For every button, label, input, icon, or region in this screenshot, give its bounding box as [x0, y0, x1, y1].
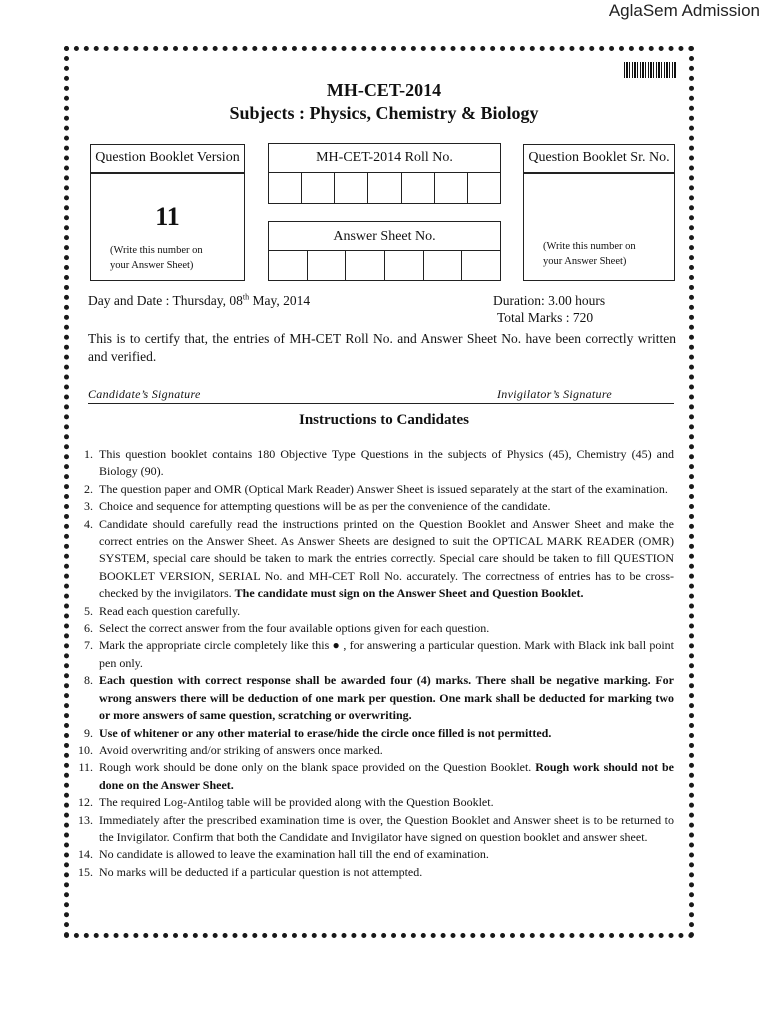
instruction-number: 5.	[84, 603, 93, 618]
serial-label-box	[523, 144, 675, 173]
instruction-text	[99, 725, 674, 742]
roll-label: MH-CET-2014 Roll No.	[316, 150, 453, 165]
exam-date	[88, 293, 310, 309]
instructions-title: Instructions to Candidates	[298, 412, 470, 428]
instruction-item	[72, 446, 674, 481]
instruction-bold-text: Rough work should not be done on the Answer Sheet.	[99, 760, 675, 792]
instruction-item	[72, 846, 674, 863]
instruction-number: 8.	[84, 673, 93, 688]
instruction-number: 1.	[84, 447, 93, 461]
instruction-item	[72, 637, 674, 672]
serial-label: Question Booklet Sr. No.	[528, 150, 670, 165]
instruction-plain-text: This question booklet contains 180 Objective Type Questions in the subjects of Physics (45), Chemistry (45) and Biology (90).	[99, 447, 674, 479]
instruction-number: 13.	[78, 812, 93, 827]
instruction-bold-text: Each question with correct response shall be awarded four (4) marks. There shall be negative marking. For wrong answers there will be deduction of one mark per question. One mark shall be deducted for marking two or more answers of same question, scratching or overwriting.	[99, 673, 674, 723]
exam-subjects: Subjects : Physics, Chemistry & Biology	[229, 103, 539, 123]
serial-note-line-2: your Answer Sheet)	[543, 256, 627, 267]
instruction-text	[99, 516, 674, 603]
serial-note	[543, 239, 636, 269]
instruction-item	[72, 620, 674, 637]
roll-digit-cell[interactable]	[269, 173, 302, 203]
roll-digit-cell[interactable]	[368, 173, 401, 203]
answer-sheet-digit-cell[interactable]	[385, 251, 424, 280]
instruction-item	[72, 742, 674, 759]
answer-sheet-label: Answer Sheet No.	[333, 229, 436, 244]
instruction-text	[99, 846, 674, 863]
instruction-number: 2.	[84, 481, 93, 496]
instruction-text	[99, 812, 674, 847]
instruction-number: 7.	[84, 638, 93, 653]
exam-title: MH-CET-2014	[326, 80, 442, 100]
instruction-plain-text: Rough work should be done only on the blank space provided on the Question Booklet.	[99, 760, 536, 775]
instruction-item	[72, 603, 674, 620]
roll-digit-cell[interactable]	[402, 173, 435, 203]
instruction-text	[99, 603, 674, 620]
instruction-text	[99, 446, 674, 481]
signature-divider	[88, 403, 674, 404]
instruction-item	[72, 812, 674, 847]
roll-digit-cell[interactable]	[435, 173, 468, 203]
instruction-number: 11.	[78, 760, 93, 775]
instruction-text	[99, 759, 674, 794]
total-marks: Total Marks : 720	[497, 310, 594, 325]
instruction-item	[72, 794, 674, 811]
instruction-item	[72, 516, 674, 603]
instruction-item	[72, 498, 674, 515]
instruction-item	[72, 725, 674, 742]
instruction-text	[99, 794, 674, 811]
answer-sheet-digit-cell[interactable]	[462, 251, 500, 280]
instruction-number: 12.	[78, 795, 93, 810]
instruction-text	[99, 742, 674, 759]
instructions-list	[72, 446, 674, 881]
roll-number-grid	[268, 172, 501, 204]
roll-digit-cell[interactable]	[468, 173, 500, 203]
candidate-signature-label: Candidate’s Signature	[88, 387, 201, 401]
version-label-box	[90, 144, 245, 173]
exam-duration: Duration: 3.00 hours	[493, 293, 606, 308]
instruction-plain-text: Choice and sequence for attempting questions will be as per the convenience of the candidate.	[99, 499, 551, 514]
instruction-number: 10.	[78, 742, 93, 757]
instruction-text	[99, 637, 674, 672]
instruction-item	[72, 759, 674, 794]
instruction-plain-text: Mark the appropriate circle completely like this ● , for answering a particular question. Mark with Black ink ball point pen only.	[99, 638, 674, 670]
instruction-number: 9.	[84, 725, 93, 740]
instruction-number: 14.	[78, 847, 93, 862]
answer-sheet-grid	[268, 250, 501, 281]
answer-sheet-label-box	[268, 221, 501, 251]
instruction-text	[99, 864, 674, 881]
roll-digit-cell[interactable]	[335, 173, 368, 203]
instruction-plain-text: No marks will be deducted if a particular question is not attempted.	[99, 864, 423, 879]
instruction-item	[72, 672, 674, 724]
instruction-number: 4.	[84, 516, 93, 531]
answer-sheet-digit-cell[interactable]	[346, 251, 385, 280]
instruction-plain-text: Read each question carefully.	[99, 603, 241, 618]
instruction-plain-text: The required Log-Antilog table will be provided along with the Question Booklet.	[99, 795, 494, 810]
instruction-plain-text: Immediately after the prescribed examination time is over, the Question Booklet and Answer sheet is to be returned to the Invigilator. Confirm that both the Candidate and Invigilator have signed on question booklet and answer sheet.	[99, 812, 674, 844]
date-suffix: May, 2014	[249, 293, 311, 308]
version-note	[110, 243, 203, 273]
answer-sheet-digit-cell[interactable]	[308, 251, 347, 280]
instruction-bold-text: Use of whitener or any other material to erase/hide the circle once filled is not permitted.	[99, 725, 552, 740]
instruction-number: 15.	[78, 864, 93, 879]
instruction-plain-text: The question paper and OMR (Optical Mark Reader) Answer Sheet is issued separately at the start of the examination.	[99, 481, 668, 496]
date-prefix: Day and Date : Thursday, 08	[88, 293, 243, 308]
instruction-bold-text: The candidate must sign on the Answer Sheet and Question Booklet.	[234, 586, 584, 601]
answer-sheet-digit-cell[interactable]	[269, 251, 308, 280]
instruction-plain-text: Candidate should carefully read the instructions printed on the Question Booklet and Answer Sheet and make the correct entries on the Answer Sheet. As Answer Sheets are designed to suit the OPTICAL MARK READER (OMR) SYSTEM, special care should be taken to mark the entries correctly. Special care should be taken to fill QUESTION BOOKLET VERSION, SERIAL No. and MH-CET Roll No. accurately. The correctness of entries has to be cross-checked by the invigilators.	[99, 516, 674, 601]
instruction-plain-text: No candidate is allowed to leave the examination hall till the end of examination.	[99, 847, 489, 862]
date-suffix-sup: th	[242, 292, 250, 302]
invigilator-signature-label: Invigilator’s Signature	[497, 387, 613, 401]
instruction-text	[99, 498, 674, 515]
barcode-icon	[624, 62, 676, 78]
serial-note-line-1: (Write this number on	[543, 241, 636, 252]
instruction-text	[99, 481, 674, 498]
instruction-item	[72, 864, 674, 881]
certification-text: This is to certify that, the entries of MH-CET Roll No. and Answer Sheet No. have been correctly written and verified.	[88, 331, 676, 364]
roll-label-box	[268, 143, 501, 173]
roll-digit-cell[interactable]	[302, 173, 335, 203]
instruction-number: 6.	[84, 621, 93, 636]
version-note-line-1: (Write this number on	[110, 245, 203, 256]
version-note-line-2: your Answer Sheet)	[110, 260, 194, 271]
instruction-plain-text: Avoid overwriting and/or striking of answers once marked.	[99, 742, 383, 757]
watermark: AglaSem Admission	[608, 1, 760, 20]
instruction-plain-text: Select the correct answer from the four available options given for each question.	[99, 621, 490, 636]
instruction-item	[72, 481, 674, 498]
instruction-text	[99, 672, 674, 724]
instruction-text	[99, 620, 674, 637]
version-number: 11	[155, 202, 180, 231]
instruction-number: 3.	[84, 499, 93, 514]
answer-sheet-digit-cell[interactable]	[424, 251, 463, 280]
version-label: Question Booklet Version	[95, 150, 240, 165]
